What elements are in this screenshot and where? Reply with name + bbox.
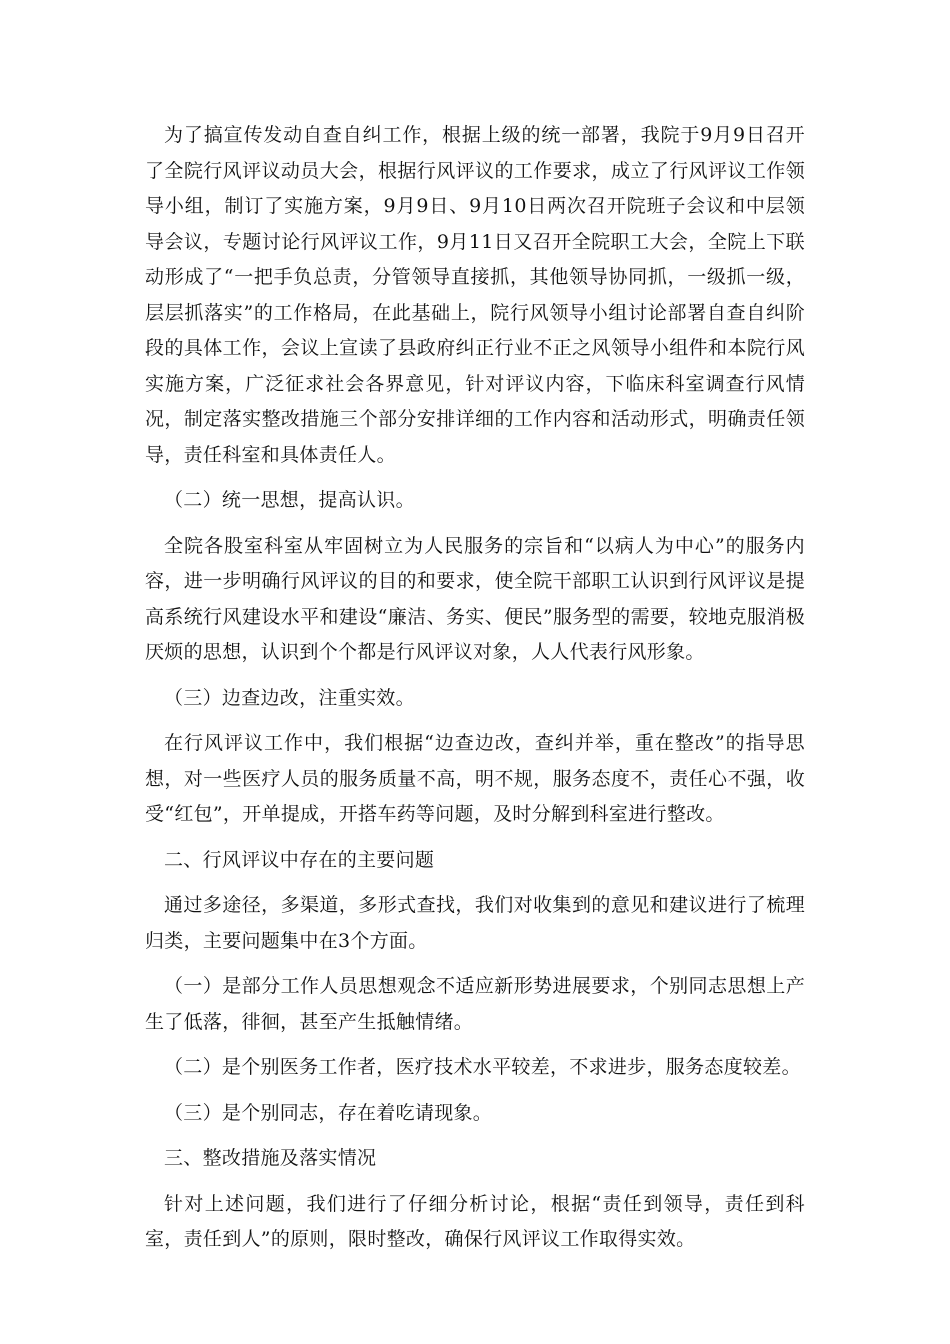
problem-item-3: （三）是个别同志，存在着吃请现象。 (164, 1101, 493, 1124)
paragraph-problem-summary: 通过多途径，多渠道，多形式查找，我们对收集到的意见和建议进行了梳理归类，主要问题集中在3个方面。 (145, 894, 805, 952)
document-body (145, 118, 805, 1268)
problem-item-2: （二）是个别医务工作者，医疗技术水平较差，不求进步，服务态度较差。 (164, 1056, 801, 1078)
heading-main-problems: 二、行风评议中存在的主要问题 (164, 848, 435, 871)
paragraph-understanding: 全院各股室科室从牢固树立为人民服务的宗旨和“以病人为中心”的服务内容，进一步明确行风评议的目的和要求，使全院干部职工认识到行风评议是提高系统行风建设水平和建设“廉洁、务实、便民”服务型的需要，较地克服消极厌烦的思想，认识到个个都是行风评议对象，人人代表行风形象。 (145, 534, 805, 663)
heading-measures: 三、整改措施及落实情况 (164, 1147, 377, 1169)
heading-check-and-correct: （三）边查边改，注重实效。 (164, 686, 415, 709)
problem-item-1: （一）是部分工作人员思想观念不适应新形势进展要求，个别同志思想上产生了低落，徘徊，甚至产生抵触情绪。 (145, 975, 805, 1033)
paragraph-measures: 针对上述问题，我们进行了仔细分析讨论，根据“责任到领导，责任到科室，责任到人”的原则，限时整改，确保行风评议工作取得实效。 (145, 1192, 805, 1250)
heading-unify-thinking: （二）统一思想，提高认识。 (164, 489, 415, 511)
paragraph-mobilization: 为了搞宣传发动自查自纠工作，根据上级的统一部署，我院于9月9日召开了全院行风评议动员大会，根据行风评议的工作要求，成立了行风评议工作领导小组，制订了实施方案，9月9日、9月10日两次召开院班子会议和中层领导会议，专题讨论行风评议工作，9月11日又召开全院职工大会，全院上下联动形成了“一把手负总责，分管领导直接抓，其他领导协同抓，一级抓一级，层层抓落实”的工作格局，在此基础上，院行风领导小组讨论部署自查自纠阶段的具体工作，会议上宣读了县政府纠正行业不正之风领导小组件和本院行风实施方案，广泛征求社会各界意见，针对评议内容，下临床科室调查行风情况，制定落实整改措施三个部分安排详细的工作内容和活动形式，明确责任领导，责任科室和具体责任人。 (145, 124, 805, 466)
paragraph-rectification: 在行风评议工作中，我们根据“边查边改，查纠并举，重在整改”的指导思想，对一些医疗人员的服务质量不高，明不规，服务态度不，责任心不强，收受“红包”，开单提成，开搭车药等问题，及时分解到科室进行整改。 (145, 732, 805, 825)
